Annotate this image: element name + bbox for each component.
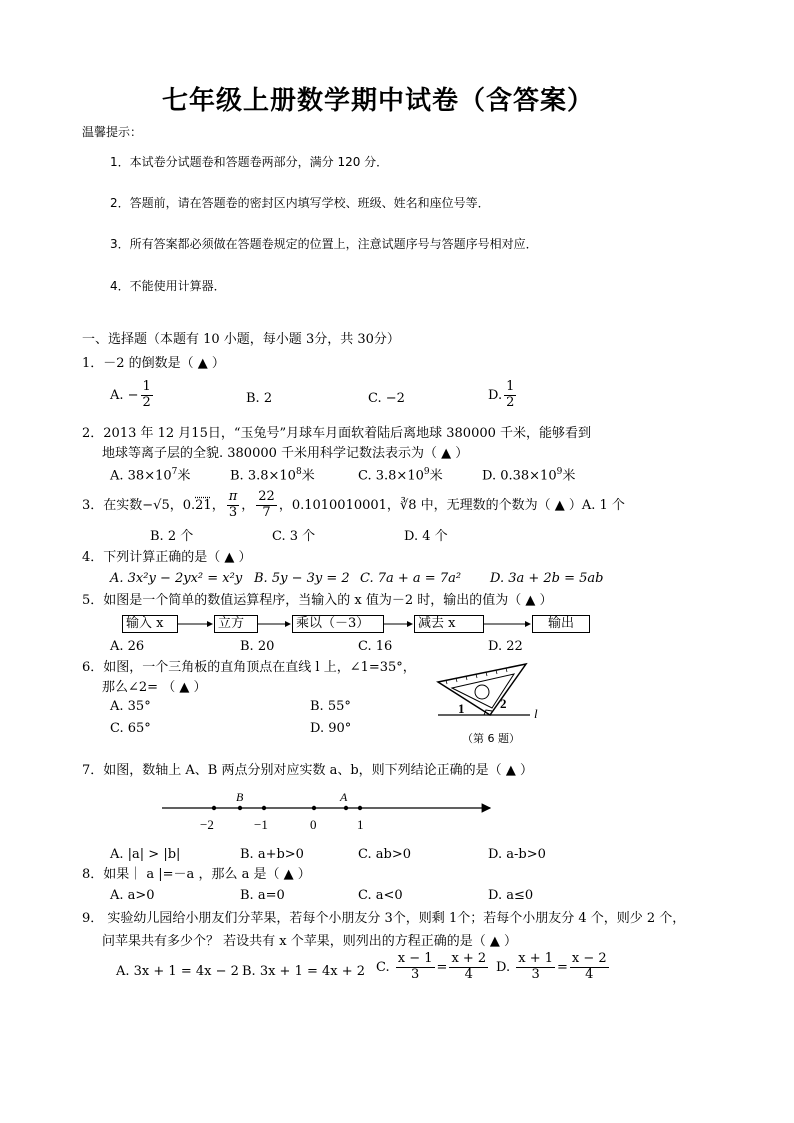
q1-d-fraction — [504, 380, 516, 411]
q7-point-neg1 — [262, 806, 266, 810]
q6-set-square — [438, 664, 526, 715]
q9-d-left-den: 3 — [531, 966, 540, 982]
page-title: 七年级上册数学期中试卷（含答案） — [162, 86, 595, 116]
q7-option-b: B. a+b>0 — [240, 847, 304, 862]
q3-22-num: 22 — [258, 489, 275, 504]
q2-d-base: D. 0.38×10 — [482, 468, 557, 484]
q2-option-d — [482, 468, 575, 482]
q7-tick-1: 1 — [357, 817, 364, 832]
q9-c-right-den: 4 — [464, 966, 473, 982]
q6-option-b: B. 55° — [310, 699, 351, 714]
section-heading: 一、选择题（本题有 10 小题，每小题 3分，共 30分） — [82, 332, 400, 347]
q3-real-1: −√5，0. — [142, 497, 196, 513]
q3-lead: 3．在实数 — [82, 497, 143, 513]
q1-option-c: C. −2 — [368, 391, 405, 406]
q6-option-c: C. 65° — [110, 721, 151, 736]
q6-line2: 那么∠2= （ ▲ ） — [102, 680, 207, 695]
q6-line-l-label: l — [534, 706, 538, 721]
q7-option-a: A. |a| > |b| — [110, 847, 181, 862]
q6-angle-2-label: 2 — [500, 696, 507, 711]
q3-fraction-pi — [227, 490, 240, 521]
q9-c-right-num: x + 2 — [451, 951, 487, 966]
q9-line2: 问苹果共有多少个？ 若设共有 x 个苹果，则列出的方程正确的是（ ▲ ） — [102, 934, 517, 949]
q2-b-base: B. 3.8×10 — [230, 468, 296, 484]
q1-d-num: 1 — [506, 379, 515, 394]
q1-a-label: A. − — [110, 387, 139, 403]
q2-line1: 2．2013 年 12 月15日，“玉兔号”月球车月面软着陆后离地球 380000 千米，能够看到 — [82, 426, 592, 441]
q9-line1: 9． 实验幼儿园给小朋友们分苹果，若每个小朋友分 3个，则剩 1个；若每个小朋友分 4 个，则少 2 个， — [82, 911, 686, 926]
q3-22-den: 7 — [262, 504, 271, 520]
tip-2: 2．答题前，请在答题卷的密封区内填写学校、班级、姓名和座位号等． — [110, 196, 490, 210]
q2-d-exp: 9 — [556, 467, 563, 477]
q7-label-b: B — [236, 790, 244, 804]
q2-option-b — [230, 468, 315, 482]
q5-box-subtract: 减去 x — [414, 615, 484, 633]
tip-4: 4．不能使用计算器． — [110, 279, 226, 293]
q4-option-b: B. 5y − 3y = 2 — [254, 571, 350, 586]
q2-b-exp: 8 — [295, 467, 302, 477]
q4-option-c: C. 7a + a = 7a² — [360, 571, 462, 586]
q1-d-den: 2 — [506, 394, 515, 410]
q6-angle-1-label: 1 — [458, 701, 465, 716]
q9-option-d: D. $\frac{x + 1}{3}$ = $\frac{x - 2}{4}$ — [496, 951, 607, 982]
q3-stem: 3．在实数−√5，0.21， $\frac{\pi}{3}$ ， $\frac{22}{7}$ ，0.1010010001，∛8 中，无理数的个数为（ ▲ ）A. 1 个 — [82, 489, 625, 520]
q2-a-unit: 米 — [177, 468, 191, 484]
q7-point-1 — [358, 806, 362, 810]
q7-stem: 7．如图，数轴上 A、B 两点分别对应实数 a、b，则下列结论正确的是（ ▲ ） — [82, 763, 533, 778]
q1-a-den: 2 — [142, 394, 151, 410]
q3-fraction-22-7 — [256, 490, 277, 521]
q8-stem: 8．如果｜ a |=－a ，那么 a 是（ ▲ ） — [82, 867, 311, 882]
q7-number-line — [150, 788, 550, 834]
q3-option-c: C. 3 个 — [272, 529, 316, 544]
q1-stem: 1．－2 的倒数是（ ▲ ） — [82, 356, 225, 371]
q7-point-0 — [312, 806, 316, 810]
q6-option-d: D. 90° — [310, 721, 352, 736]
q8-option-c: C. a<0 — [358, 888, 403, 903]
q5-box-cube: 立方 — [214, 615, 258, 633]
q3-tail: ，0.1010010001，∛8 中，无理数的个数为（ ▲ ）A. 1 个 — [278, 497, 625, 513]
q9-d-label: D. — [496, 959, 511, 975]
q9-d-left-num: x + 1 — [518, 951, 553, 966]
q2-d-unit: 米 — [562, 468, 576, 484]
q6-caption: （第 6 题） — [462, 732, 520, 745]
q2-a-base: A. 38×10 — [110, 468, 172, 484]
q1-option-a — [110, 380, 155, 411]
q7-tick-neg1: −1 — [254, 817, 268, 832]
tip-1: 1．本试卷分试题卷和答题卷两部分，满分 120 分． — [110, 155, 389, 169]
q7-point-b — [238, 806, 242, 810]
q2-option-a — [110, 468, 190, 482]
q9-c-label: C. — [376, 959, 390, 975]
q2-c-base: C. 3.8×10 — [358, 468, 424, 484]
q2-b-unit: 米 — [301, 468, 315, 484]
q4-stem: 4．下列计算正确的是（ ▲ ） — [82, 550, 252, 565]
q2-a-exp: 7 — [171, 467, 178, 477]
q9-option-b: B. 3x + 1 = 4x + 2 — [242, 964, 366, 979]
q5-box-input: 输入 x — [122, 615, 178, 633]
q2-option-c — [358, 468, 443, 482]
q6-line1: 6．如图，一个三角板的直角顶点在直线 l 上，∠1=35°， — [82, 660, 416, 675]
q3-option-b: B. 2 个 — [150, 529, 194, 544]
q5-stem: 5．如图是一个简单的数值运算程序，当输入的 x 值为－2 时，输出的值为（ ▲ ） — [82, 593, 553, 608]
q6-triangle-figure — [434, 658, 574, 728]
q7-option-d: D. a-b>0 — [488, 847, 546, 862]
q9-c-right-fraction — [449, 952, 488, 983]
q7-option-c: C. ab>0 — [358, 847, 411, 862]
q1-d-label: D. — [488, 387, 503, 403]
q6-set-square-hole — [475, 685, 489, 699]
q5-option-a: A. 26 — [110, 639, 145, 654]
q8-option-d: D. a≤0 — [488, 888, 534, 903]
q4-option-a: A. 3x²y − 2yx² = x²y — [110, 571, 243, 586]
q3-repeating-decimal: 21 — [195, 497, 212, 513]
q8-option-b: B. a=0 — [240, 888, 285, 903]
q1-option-b: B. 2 — [246, 391, 273, 406]
q2-line2: 地球等离子层的全貌. 380000 千米用科学记数法表示为（ ▲ ） — [102, 446, 469, 461]
q8-option-a: A. a>0 — [110, 888, 155, 903]
q9-d-left-fraction — [516, 952, 555, 983]
q7-point-a — [344, 806, 348, 810]
q9-d-right-num: x − 2 — [571, 951, 607, 966]
q5-box-output: 输出 — [532, 615, 590, 633]
tip-3: 3．所有答案都必须做在答题卷规定的位置上，注意试题序号与答题序号相对应． — [110, 237, 538, 251]
q5-option-b: B. 20 — [240, 639, 275, 654]
q9-option-a: A. 3x + 1 = 4x − 2 — [116, 964, 239, 979]
q6-option-a: A. 35° — [110, 699, 151, 714]
q1-a-num: 1 — [142, 379, 151, 394]
q7-label-a: A — [340, 790, 348, 804]
q7-tick-neg2: −2 — [200, 817, 214, 832]
q9-d-right-den: 4 — [585, 966, 594, 982]
tips-heading: 温馨提示： — [82, 125, 143, 139]
q9-c-left-den: 3 — [411, 966, 420, 982]
q1-option-d — [488, 380, 518, 411]
q5-option-d: D. 22 — [488, 639, 523, 654]
q2-c-unit: 米 — [429, 468, 443, 484]
q3-pi-num: π — [228, 489, 238, 504]
q9-c-left-num: x − 1 — [397, 951, 433, 966]
q5-option-c: C. 16 — [358, 639, 393, 654]
q3-option-d: D. 4 个 — [404, 529, 448, 544]
q9-c-left-fraction — [396, 952, 435, 983]
q2-c-exp: 9 — [423, 467, 430, 477]
q4-option-d: D. 3a + 2b = 5ab — [490, 571, 604, 586]
q5-box-multiply: 乘以（－3） — [292, 615, 384, 633]
q9-option-c: C. $\frac{x - 1}{3}$ = $\frac{x + 2}{4}$ — [376, 951, 487, 982]
q7-tick-0: 0 — [310, 817, 317, 832]
q5-flow-arrows — [0, 610, 794, 640]
q9-d-right-fraction — [570, 952, 609, 983]
q7-point-neg2 — [212, 806, 216, 810]
q1-a-fraction — [141, 380, 153, 411]
q3-pi-den: 3 — [228, 504, 238, 520]
